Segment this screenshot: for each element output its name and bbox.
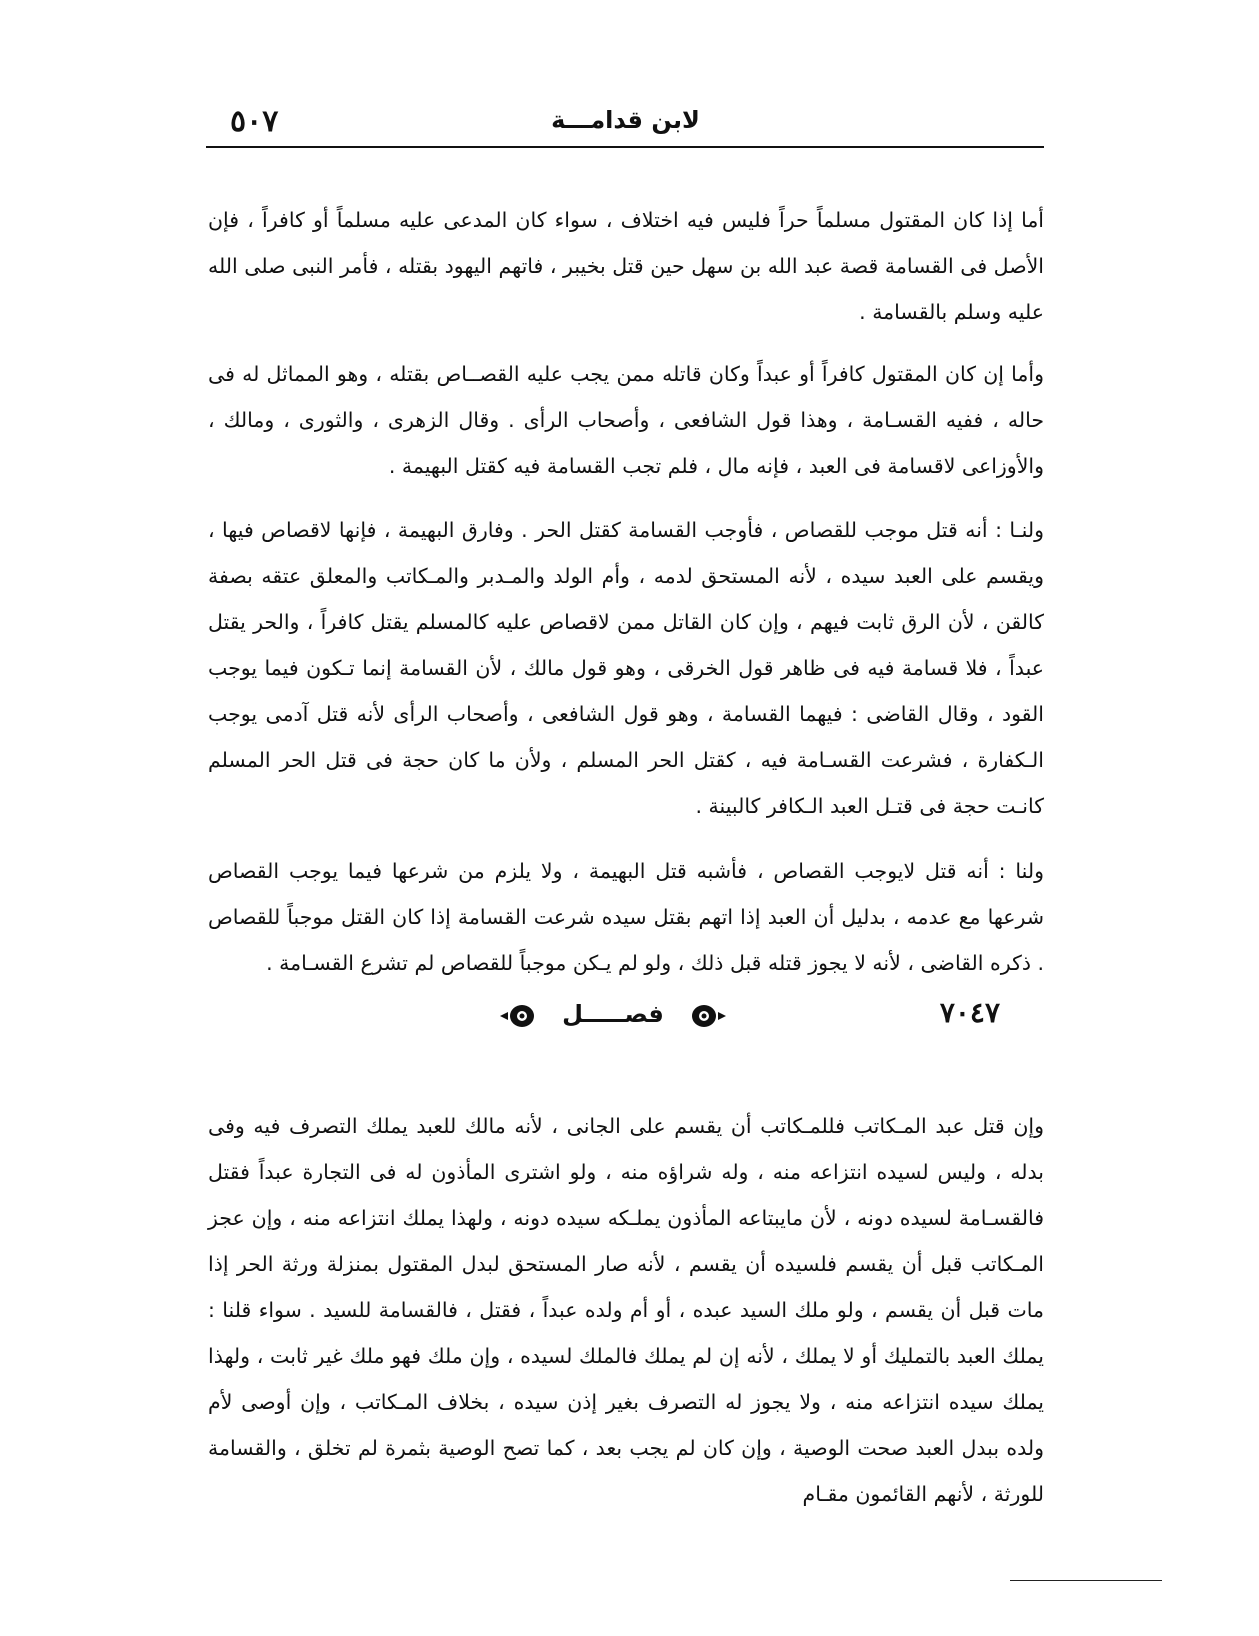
ornament-left-icon: [498, 1002, 538, 1030]
footnote-rule: [1010, 1580, 1162, 1581]
running-title: لابن قدامـــة: [551, 106, 700, 134]
paragraph-1: أما إذا كان المقتول مسلماً حراً فليس فيه اختلاف ، سواء كان المدعى عليه مسلماً أو كافراً ، فإن الأصل فى القسامة قصة عبد الله بن سهل حين قتل بخيبر ، فاتهم اليهود بقتله ، فأمر النبى صلى الله عليه وسلم بالقسامة .: [208, 207, 1044, 324]
paragraph-5: وإن قتل عبد المـكاتب فللمـكاتب أن يقسم على الجانى ، لأنه مالك للعبد يملك التصرف فيه وفى بدله ، وليس لسيده انتزاعه منه ، وله شراؤه منه ، ولو اشترى المأذون له فى التجارة عبداً فقتل فالقسـامة لسيده دونه ، لأن مايبتاعه المأذون يملـكه سيده دونه ، ولهذا يملك انتزاعه منه ، وإن عجز المـكاتب قبل أن يقسم فلسيده أن يقسم ، لأنه صار المستحق لبدل المقتول بمنزلة ورثة الحر إذا مات قبل أن يقسم ، ولو ملك السيد عبده ، أو أم ولده عبداً ، فقتل ، فالقسامة للسيد . سواء قلنا : يملك العبد بالتمليك أو لا يملك ، لأنه إن لم يملك فالملك لسيده ، وإن ملك فهو ملك غير ثابت ، ولهذا يملك سيده انتزاعه منه ، ولا يجوز له التصرف بغير إذن سيده ، بخلاف المـكاتب ، وإن أوصى لأم ولده ببدل العبد صحت الوصية ، وإن كان لم يجب بعد ، كما تصح الوصية بثمرة لم تخلق ، والقسامة للورثة ، لأنهم القائمون مقـام: [208, 1113, 1044, 1506]
paragraph-3: ولنـا : أنه قتل موجب للقصاص ، فأوجب القسامة كقتل الحر . وفارق البهيمة ، فإنها لاقصاص فيها ، ويقسم على العبد سيده ، لأنه المستحق لدمه ، وأم الولد والمـدبر والمـكاتب والمعلق عتقه بصفة كالقن ، لأن الرق ثابت فيهم ، وإن كان القاتل ممن لاقصاص عليه كالمسلم يقتل كافراً ، والحر يقتل عبداً ، فلا قسامة فيه فى ظاهر قول الخرقى ، وهو قول مالك ، لأن القسامة إنما تـكون فيما يوجب القود ، وقال القاضى : فيهما القسامة ، وهو قول الشافعى ، وأصحاب الرأى لأنه قتل آدمى يوجب الـكفارة ، فشرعت القسـامة فيه ، كقتل الحر المسلم ، ولأن ما كان حجة فى قتل الحر المسلم كانـت حجة فى قتـل العبد الـكافر كالبينة .: [208, 517, 1044, 818]
section-heading: [208, 996, 1044, 1046]
ornament-right-icon: [688, 1002, 728, 1030]
section-number: ٧٠٤٧: [939, 996, 1000, 1029]
page-number: ٥٠٧: [230, 104, 279, 139]
header-rule: [206, 146, 1044, 148]
page-header: [208, 100, 1043, 142]
paragraph-2: وأما إن كان المقتول كافراً أو عبداً وكان قاتله ممن يجب عليه القصــاص بقتله ، وهو المماثل له فى حاله ، ففيه القسـامة ، وهذا قول الشافعى ، وأصحاب الرأى . وقال الزهرى ، والثورى ، ومالك ، والأوزاعى لاقسامة فى العبد ، فإنه مال ، فلم تجب القسامة فيه كقتل البهيمة .: [208, 361, 1044, 478]
section-title-block: [498, 998, 728, 1038]
section-title: فصـــــل: [562, 1000, 664, 1028]
paragraph-4: ولنا : أنه قتل لايوجب القصاص ، فأشبه قتل البهيمة ، ولا يلزم من شرعها فيما يوجب القصاص شرعها مع عدمه ، بدليل أن العبد إذا اتهم بقتل سيده شرعت القسامة إذا كان القتل موجباً للقصاص . ذكره القاضى ، لأنه لا يجوز قتله قبل ذلك ، ولو لم يـكن موجباً للقصاص لم تشرع القسـامة .: [208, 858, 1044, 975]
